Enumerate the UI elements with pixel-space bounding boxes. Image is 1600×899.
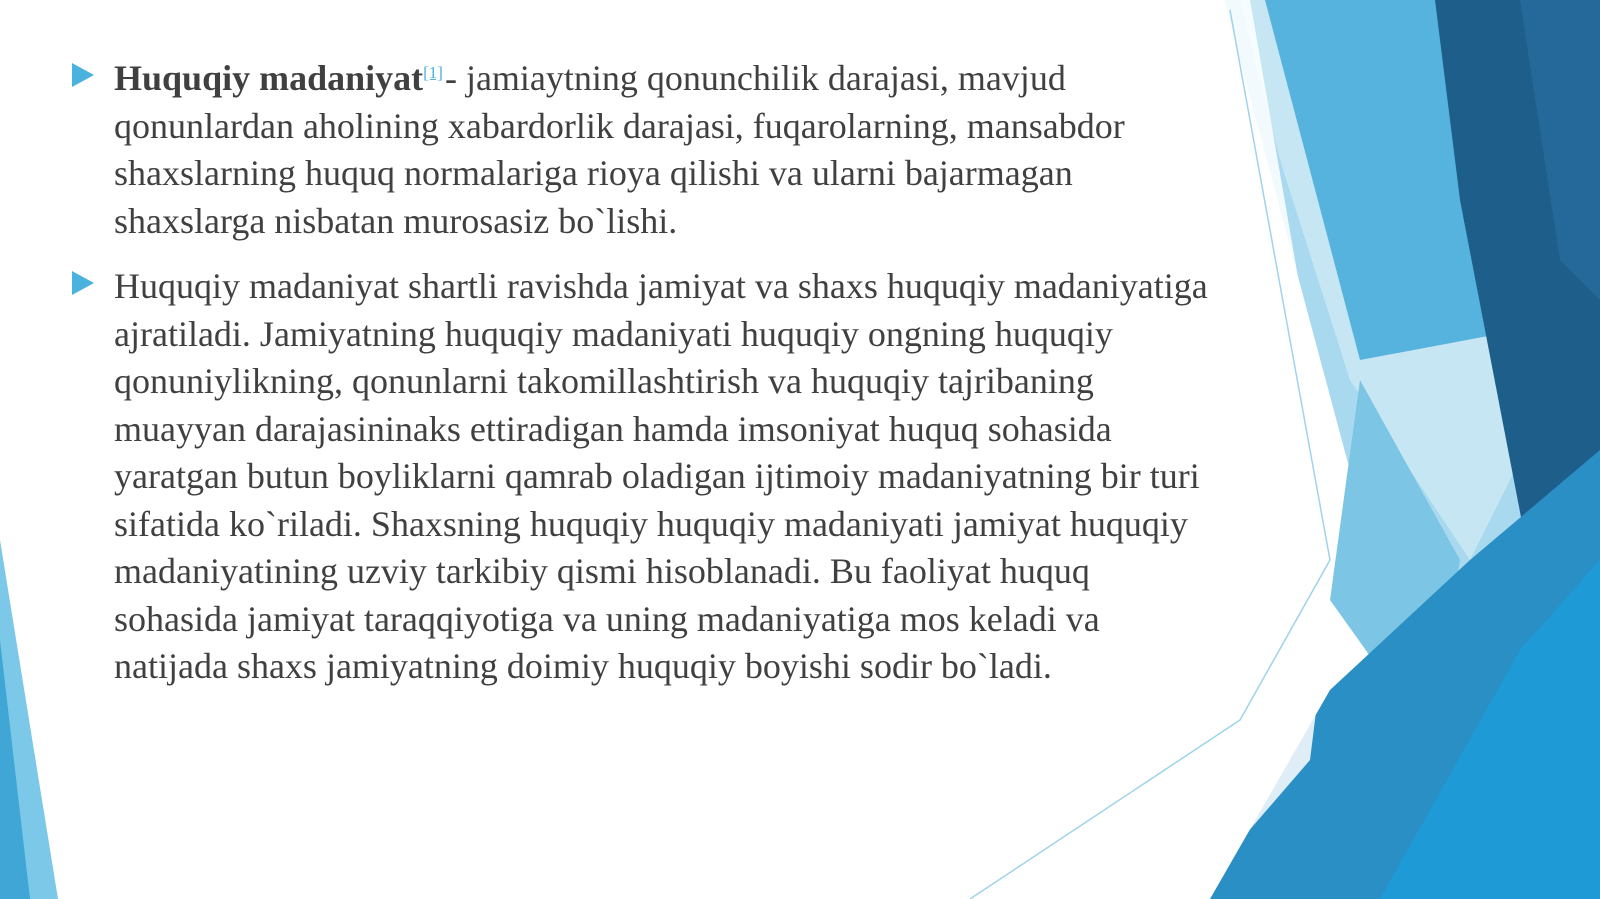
slide-content [68,55,1208,709]
defined-term: Huquqiy madaniyat [114,58,424,98]
bullet-item [68,263,1208,691]
triangle-bullet-icon [70,271,94,295]
bullet-text: - jamiaytning qonunchilik darajasi, mavjud qonunlardan aholining xabardorlik darajasi, fuqarolarning, mansabdor shaxslarning huquq normalariga rioya qilishi va ularni bajarmagan shaxslarga nisbatan murosasiz bo`lishi. [114,58,1125,241]
bullet-item [68,55,1208,245]
triangle-bullet-icon [70,63,94,87]
footnote-link[interactable]: [1] [423,63,443,82]
bullet-text: Huquqiy madaniyat shartli ravishda jamiyat va shaxs huquqiy madaniyatiga ajratiladi. Jamiyatning huquqiy madaniyati huquqiy ongning huquqiy qonuniylikning, qonunlarni takomillashtirish va huquqiy tajribaning muayyan darajasininaks ettiradigan hamda imsoniyat huquq sohasida yaratgan butun boyliklarni qamrab oladigan ijtimoiy madaniyatning bir turi sifatida ko`riladi. Shaxsning huquqiy huquqiy madaniyati jamiyat huquqiy madaniyatining uzviy tarkibiy qismi hisoblanadi. Bu faoliyat huquq sohasida jamiyat taraqqiyotiga va uning madaniyatiga mos keladi va natijada shaxs jamiyatning doimiy huquqiy boyishi sodir bo`ladi. [114,266,1208,686]
